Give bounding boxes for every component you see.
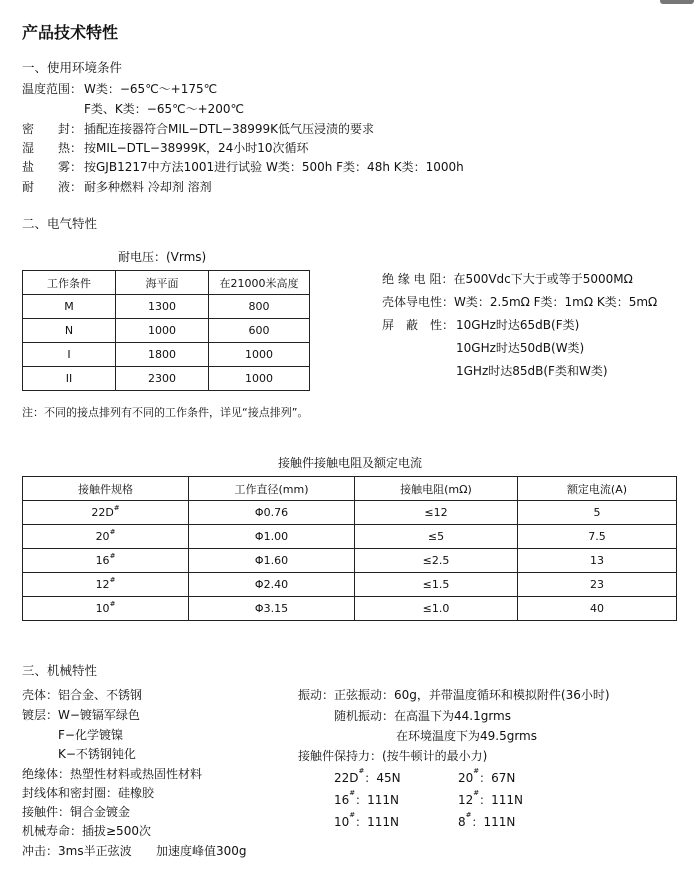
plating-w: 镀层：W−镀镉军绿色 (22, 708, 140, 722)
table-header: 海平面 (116, 271, 209, 295)
shielding-value-3: 1GHz时达85dB(F类和W类) (456, 364, 608, 378)
shielding-value-2: 10GHz时达50dB(W类) (456, 341, 585, 355)
table-cell: 2300 (116, 367, 209, 391)
temp-fk: F类、K类：−65℃～+200℃ (84, 102, 245, 116)
table-cell: Φ1.60 (189, 549, 355, 573)
table-header: 工作条件 (23, 271, 116, 295)
voltage-table-caption: 耐电压：(Vrms) (118, 250, 207, 264)
corner-decoration (660, 0, 694, 4)
shell-conductivity: 壳体导电性：W类：2.5mΩ F类：1mΩ K类：5mΩ (382, 295, 658, 309)
contact-material: 接触件：铜合金镀金 (22, 805, 131, 819)
table-cell: 1000 (209, 343, 310, 367)
table-row (23, 319, 310, 343)
table-cell: ≤2.5 (355, 549, 518, 573)
seal-value: 插配连接器符合MIL−DTL−38999K低气压浸渍的要求 (84, 122, 374, 136)
contact-table (22, 476, 677, 621)
table-cell: 800 (209, 295, 310, 319)
retention-8: 8#：111N (458, 811, 516, 829)
seal-material: 封线体和密封圈：硅橡胶 (22, 786, 155, 800)
table-cell: Φ0.76 (189, 501, 355, 525)
humid-value: 按MIL−DTL−38999K，24小时10次循环 (84, 141, 309, 155)
table-cell: 40 (518, 597, 677, 621)
salt-label: 盐 雾： (22, 160, 83, 174)
table-cell: Φ2.40 (189, 573, 355, 597)
mechanical-life: 机械寿命：插拔≥500次 (22, 824, 151, 838)
table-row (23, 343, 310, 367)
table-cell: 10# (23, 597, 189, 621)
table-cell: 600 (209, 319, 310, 343)
table-cell: N (23, 319, 116, 343)
shock-peak: 加速度峰值300g (156, 844, 247, 858)
plating-k: K−不锈钢钝化 (58, 747, 136, 761)
table-row (23, 295, 310, 319)
table-cell: 13 (518, 549, 677, 573)
fluid-label: 耐 液： (22, 180, 83, 194)
retention-16: 16#：111N (334, 789, 400, 807)
table-row (23, 573, 677, 597)
insulator-material: 绝缘体：热塑性材料或热固性材料 (22, 767, 203, 781)
table-cell: ≤1.5 (355, 573, 518, 597)
retention-22d: 22D#：45N (334, 767, 401, 785)
table-cell: 1800 (116, 343, 209, 367)
table-cell: II (23, 367, 116, 391)
table-cell: Φ1.00 (189, 525, 355, 549)
vibration-ambient: 在环境温度下为49.5grms (396, 729, 538, 743)
table-cell: 1000 (116, 319, 209, 343)
page-title: 产品技术特性 (22, 23, 119, 42)
table-cell: 1300 (116, 295, 209, 319)
table-row (23, 525, 677, 549)
shock: 冲击：3ms半正弦波 (22, 844, 132, 858)
table-header: 接触件规格 (23, 477, 189, 501)
table-header-row (23, 477, 677, 501)
table-row (23, 367, 310, 391)
seal-label: 密 封： (22, 122, 83, 136)
table-header: 工作直径(mm) (189, 477, 355, 501)
table-row (23, 597, 677, 621)
section1-heading: 一、使用环境条件 (22, 60, 123, 75)
table-row (23, 549, 677, 573)
retention-12: 12#：111N (458, 789, 524, 807)
shielding-label: 屏 蔽 性： (382, 318, 455, 332)
salt-value: 按GJB1217中方法1001进行试验 W类：500h F类：48h K类：1000h (84, 160, 464, 174)
table-header: 额定电流(A) (518, 477, 677, 501)
table-cell: ≤1.0 (355, 597, 518, 621)
table-cell: ≤12 (355, 501, 518, 525)
fluid-value: 耐多种燃料 冷却剂 溶剂 (84, 180, 212, 194)
shell-material: 壳体：铝合金、不锈钢 (22, 688, 143, 702)
retention-10: 10#：111N (334, 811, 400, 829)
vibration-random: 随机振动：在高温下为44.1grms (334, 709, 512, 723)
table-row (23, 501, 677, 525)
voltage-table (22, 270, 310, 391)
table-cell: 1000 (209, 367, 310, 391)
retention-label: 接触件保持力：(按牛顿计的最小力) (298, 749, 488, 763)
section3-heading: 三、机械特性 (22, 663, 98, 678)
note: 注：不同的接点排列有不同的工作条件，详见“接点排列”。 (22, 406, 309, 419)
table-cell: 5 (518, 501, 677, 525)
vibration-sine: 振动：正弦振动：60g，并带温度循环和模拟附件(36小时) (298, 688, 610, 702)
table-cell: 16# (23, 549, 189, 573)
table-cell: 7.5 (518, 525, 677, 549)
table-cell: Φ3.15 (189, 597, 355, 621)
shielding-value-1: 10GHz时达65dB(F类) (456, 318, 580, 332)
table-cell: ≤5 (355, 525, 518, 549)
table-cell: 12# (23, 573, 189, 597)
table-header-row (23, 271, 310, 295)
temp-label: 温度范围： (22, 82, 83, 96)
table-header: 接触电阻(mΩ) (355, 477, 518, 501)
section2-heading: 二、电气特性 (22, 216, 98, 231)
table-cell: 23 (518, 573, 677, 597)
plating-f: F−化学镀镍 (58, 728, 123, 742)
temp-w: W类：−65℃～+175℃ (84, 82, 218, 96)
retention-20: 20#：67N (458, 767, 516, 785)
contact-table-caption: 接触件接触电阻及额定电流 (277, 456, 422, 470)
table-cell: 22D# (23, 501, 189, 525)
table-cell: 20# (23, 525, 189, 549)
humid-label: 湿 热： (22, 141, 83, 155)
table-cell: I (23, 343, 116, 367)
insulation-resistance: 绝 缘 电 阻：在500Vdc下大于或等于5000MΩ (382, 272, 633, 286)
table-header: 在21000米高度 (209, 271, 310, 295)
table-cell: M (23, 295, 116, 319)
